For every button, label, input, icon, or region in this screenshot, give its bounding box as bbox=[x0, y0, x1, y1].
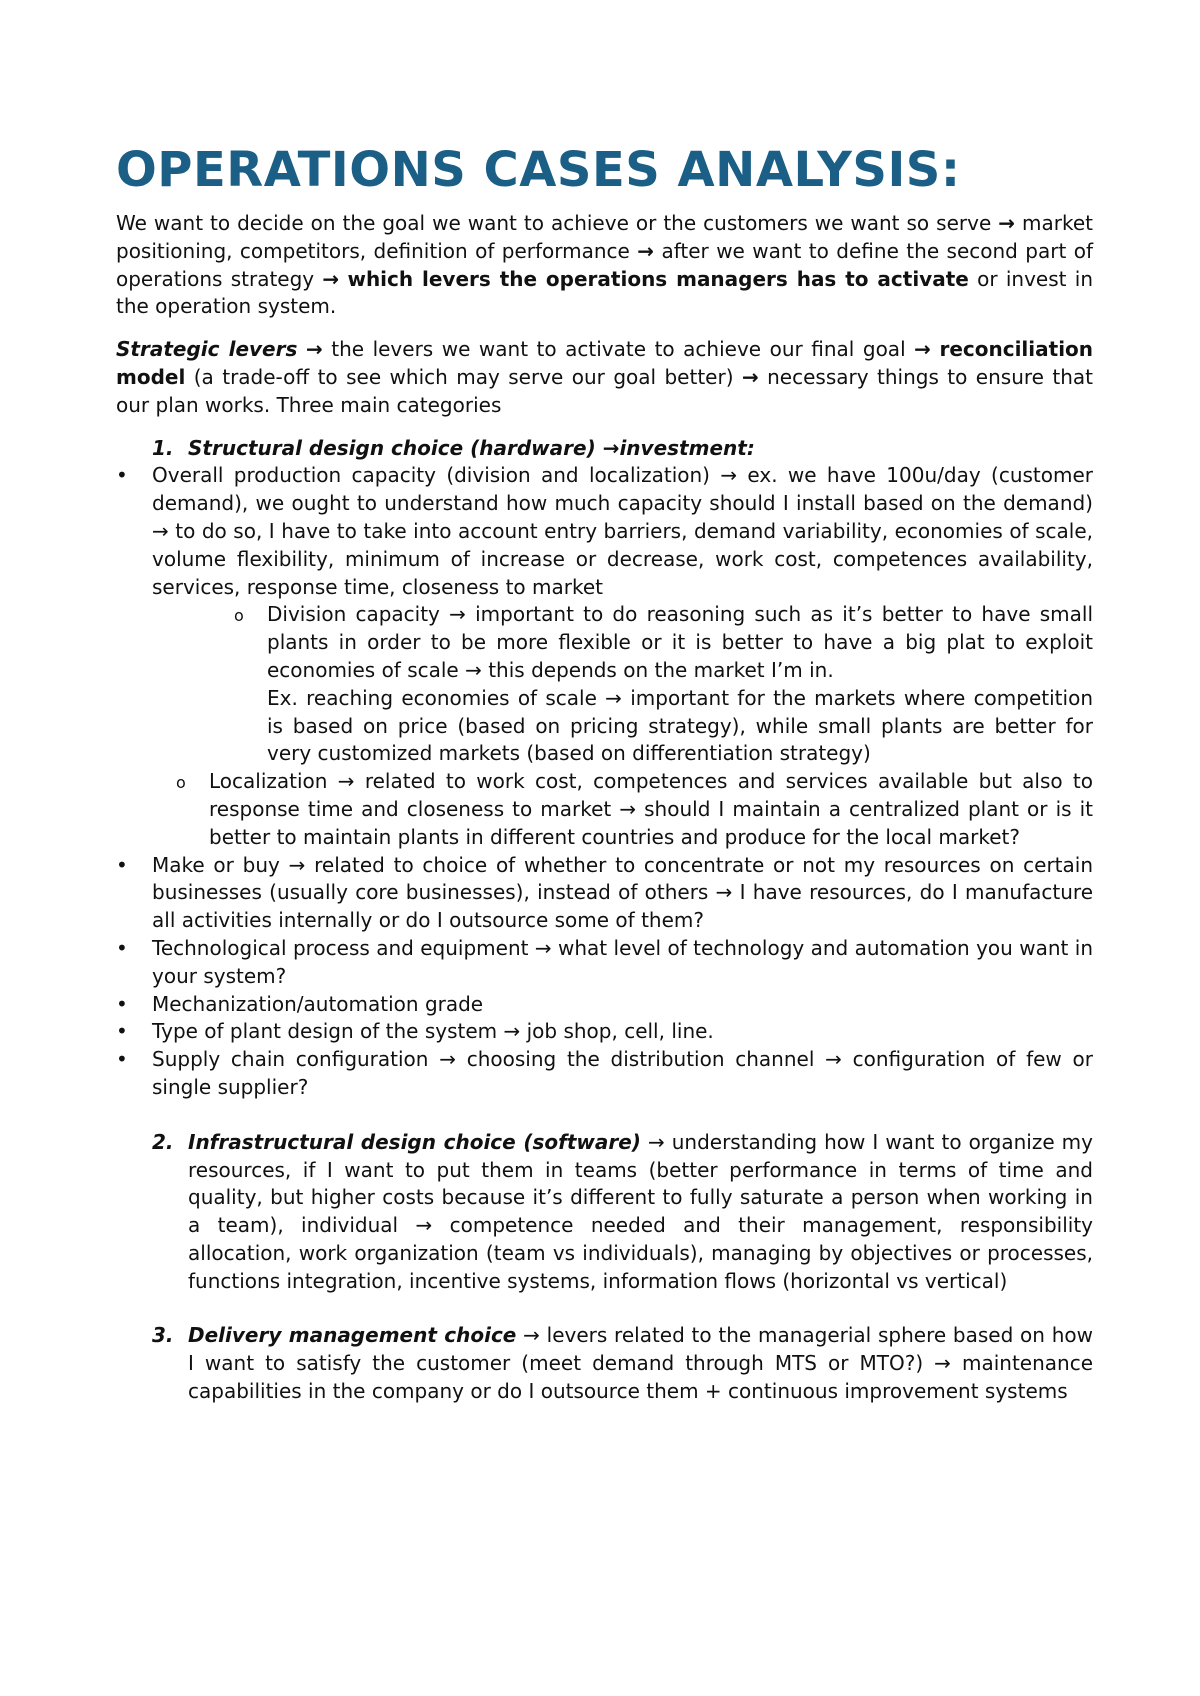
section-title: Infrastructural design choice (software) bbox=[188, 1129, 641, 1154]
list-item: • Technological process and equipment → what level of technology and automation you want in your system? bbox=[116, 935, 1093, 991]
list-item: • Mechanization/automation grade bbox=[116, 991, 1093, 1019]
section-number: 2. bbox=[152, 1129, 174, 1154]
intro-paragraph bbox=[116, 210, 1093, 321]
section-text: → understanding how I want to organize my resources, if I want to put them in teams (better performance in terms of time and quality, but higher costs because it’s different to fully saturate a person when working in a team), individual → competence needed and their management, responsibility allocation, work organization (team vs individuals), managing by objectives or processes, functions integration, incentive systems, information flows (horizontal vs vertical) bbox=[188, 1129, 1093, 1293]
sub-list-item-text-2: Ex. reaching economies of scale → important for the markets where competition is based on price (based on pricing strategy), while small plants are better for very customized markets (based on differentiation strategy) bbox=[267, 685, 1093, 766]
list-item: • Make or buy → related to choice of whether to concentrate or not my resources on certain businesses (usually core businesses), instead of others → I have resources, do I manufacture all activities internally or do I outsource some of them? bbox=[116, 852, 1093, 935]
arrow-icon: → bbox=[741, 364, 759, 389]
section-infrastructural bbox=[116, 1129, 1093, 1296]
levers-text-3: necessary things to ensure that our plan works. Three main categories bbox=[116, 364, 1093, 417]
list-item: • Type of plant design of the system → job shop, cell, line. bbox=[116, 1018, 1093, 1046]
spacer bbox=[116, 1295, 1093, 1322]
intro-bold: which levers the operations managers has to activate bbox=[347, 266, 969, 291]
section-text: → levers related to the managerial sphere based on how I want to satisfy the customer (meet demand through MTS or MTO?) → maintenance capabilities in the company or do I outsource them + continuous improvement systems bbox=[188, 1323, 1093, 1404]
sub-list bbox=[152, 601, 1093, 768]
list-item bbox=[116, 462, 1093, 851]
list-item-text: Overall production capacity (division and localization) → ex. we have 100u/day (customer demand), we ought to understand how much capacity should I install based on the demand) → to do so, I have to take into account entry barriers, demand variability, economies of scale, volume flexibility, minimum of increase or decrease, work cost, competences availability, services, response time, closeness to market bbox=[152, 463, 1093, 599]
levers-text-1: the levers we want to activate to achieve our final goal bbox=[322, 337, 915, 362]
section-title: Structural design choice (hardware) bbox=[188, 435, 603, 460]
sub-list-item bbox=[116, 601, 1093, 768]
levers-bold: reconciliation model bbox=[116, 337, 1094, 389]
sub-list bbox=[152, 768, 1093, 851]
levers-text-2: (a trade-off to see which may serve our goal better) bbox=[185, 364, 742, 389]
arrow-icon: → bbox=[305, 337, 323, 362]
intro-text-4: or invest in the operation system. bbox=[116, 266, 1094, 319]
arrow-icon: → bbox=[602, 435, 620, 460]
section-structural bbox=[116, 435, 1093, 1102]
intro-text-2: market positioning, competitors, definition of performance bbox=[116, 211, 1093, 263]
levers-paragraph bbox=[116, 336, 1093, 419]
list-item: • Supply chain configuration → choosing the distribution channel → configuration of few or single supplier? bbox=[116, 1046, 1093, 1102]
spacer bbox=[116, 1102, 1093, 1129]
intro-text-1: We want to decide on the goal we want to achieve or the customers we want so serve bbox=[116, 211, 999, 235]
page-title: OPERATIONS CASES ANALYSIS: bbox=[116, 142, 961, 198]
section-heading-structural bbox=[116, 435, 1093, 463]
section-number: 1. bbox=[152, 435, 174, 460]
arrow-icon: → bbox=[998, 211, 1016, 235]
arrow-icon: → bbox=[637, 238, 655, 263]
sub-list-item bbox=[116, 768, 1093, 851]
sub-list-item-text: Division capacity → important to do reasoning such as it’s better to have small plants in order to be more flexible or it is better to have a big plat to exploit economies of scale → this depends on the market I’m in. bbox=[267, 602, 1093, 682]
bullet-list bbox=[116, 462, 1093, 1101]
section-number: 3. bbox=[152, 1323, 174, 1348]
section-title: Delivery management choice bbox=[188, 1323, 517, 1348]
intro-text-3: after we want to define the second part of operations strategy bbox=[116, 238, 1093, 291]
arrow-icon: → bbox=[914, 337, 931, 362]
sub-list-item-text: Localization → related to work cost, competences and services available but also to response time and closeness to market → should I maintain a centralized plant or is it better to maintain plants in different countries and produce for the local market? bbox=[209, 769, 1093, 849]
levers-heading: Strategic levers bbox=[116, 337, 298, 362]
section-delivery bbox=[116, 1322, 1093, 1405]
arrow-icon: → bbox=[322, 266, 340, 291]
section-title-2: investment: bbox=[619, 435, 755, 460]
document-page bbox=[116, 140, 1093, 1406]
